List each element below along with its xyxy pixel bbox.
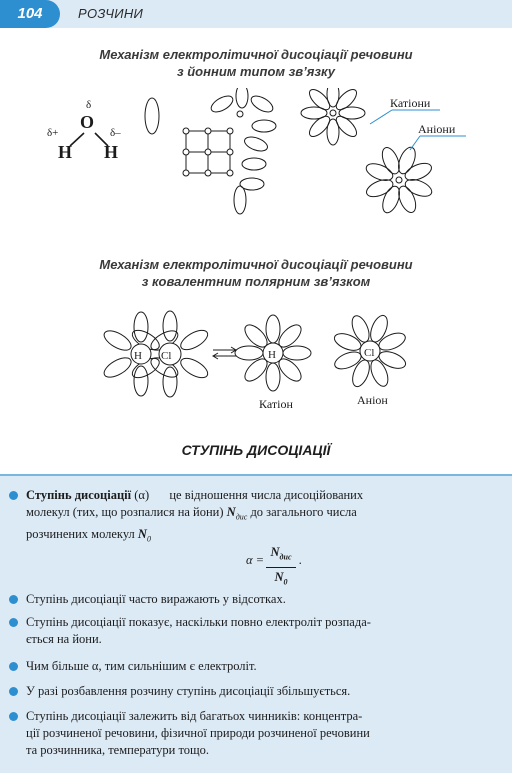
running-title: РОЗЧИНИ (78, 6, 144, 21)
water-dipole (349, 358, 372, 389)
anions-label: Аніони (418, 122, 456, 136)
crystal-lattice (183, 111, 243, 176)
formula-denominator-sub: 0 (283, 577, 288, 586)
fact-item-completeness (26, 614, 502, 648)
fact-item-percent (26, 591, 502, 608)
formula-lhs: α = (246, 553, 265, 567)
n0-symbol: N (137, 526, 147, 541)
formula-denominator: N (274, 569, 284, 584)
fact-item-dilution (26, 683, 502, 700)
water-dipole (332, 348, 363, 372)
definition-text-line2-end: до загального числа (250, 505, 357, 519)
equilibrium-arrows (213, 347, 236, 359)
hydrogen-right-delta: δ– (110, 127, 121, 139)
definition-item (26, 487, 502, 547)
fact-item-strength (26, 658, 502, 675)
water-dipole (145, 98, 159, 134)
bullet-icon (9, 595, 18, 604)
water-dipole (178, 354, 211, 381)
lattice-dipoles (209, 88, 276, 214)
fact-dilution-text: У разі розбавлення розчину ступінь дисоціації збільшується. (26, 684, 351, 698)
formula-tail: . (299, 553, 303, 567)
n0-subscript: 0 (146, 534, 151, 543)
water-dipole (333, 88, 360, 113)
fact-completeness-line2: ється на йони. (26, 632, 102, 646)
definition-text-line1: це відношення числа дисоційованих (169, 488, 364, 502)
water-dipole (235, 346, 263, 360)
water-dipole (163, 311, 177, 341)
ionic-mechanism-title (0, 46, 512, 80)
cations-label: Катіони (390, 96, 431, 110)
fact-factors-line3: та розчинника, температури тощо. (26, 743, 209, 757)
hcl-centers (131, 343, 181, 365)
water-molecule (47, 99, 121, 162)
formula-fraction (266, 544, 296, 590)
n-dis-subscript: дис (235, 512, 248, 522)
water-dipole (332, 330, 363, 353)
hydrogen-left: H (58, 142, 73, 162)
water-dipole (306, 88, 333, 113)
water-dipole (266, 363, 280, 391)
hcl-molecule-hydrated (101, 311, 211, 397)
bullet-icon (9, 662, 18, 671)
fact-factors-line1: Ступінь дисоціації залежить від багатьох чинників: концентра- (26, 709, 363, 723)
degree-section-title: СТУПІНЬ ДИСОЦІАЦІЇ (181, 442, 331, 458)
definition-text-line3: розчинених молекул (26, 526, 135, 541)
hydrogen-left-delta: δ+ (47, 127, 59, 139)
water-dipole (327, 88, 339, 107)
water-dipole (134, 312, 148, 342)
water-dipole (306, 113, 333, 140)
water-dipole (333, 113, 360, 140)
anion-with-hydration-shell (364, 145, 434, 215)
covalent-dissociation-diagram (0, 304, 512, 414)
anion-label: Аніон (357, 393, 388, 407)
water-dipole (134, 366, 148, 396)
covalent-mechanism-title (0, 256, 512, 290)
definition-term: Ступінь дисоціації (26, 488, 132, 502)
water-dipole (101, 327, 134, 354)
cation-label: Катіон (259, 397, 293, 411)
water-dipole (266, 315, 280, 343)
fact-completeness-line1: Ступінь дисоціації показує, наскільки повно електроліт розпада- (26, 615, 371, 629)
hcl-h-partial: H (134, 350, 142, 362)
water-dipole (349, 313, 373, 344)
bullet-icon (9, 618, 18, 627)
bullet-icon (9, 712, 18, 721)
cation-with-hydration-shell (301, 88, 365, 145)
hcl-cl-partial: Cl (161, 350, 172, 362)
water-dipole (367, 357, 391, 388)
hydrogen-right: H (104, 142, 119, 162)
fact-factors-line2: ції розчиненої речовини, фізичної природи розчиненої речовини (26, 726, 370, 740)
water-dipole (367, 313, 390, 344)
covalent-title-line2: з ковалентним полярним зв’язком (141, 274, 371, 289)
water-dipole (178, 326, 211, 353)
water-dipole (101, 354, 134, 381)
water-dipole (283, 346, 311, 360)
bullet-icon (9, 687, 18, 696)
water-dipole (377, 348, 408, 371)
page-number: 104 (0, 0, 60, 28)
n-dis-symbol: N (226, 505, 236, 519)
formula-numerator-sub: дис (279, 552, 292, 562)
bullet-icon (9, 491, 18, 500)
definition-symbol: (α) (134, 488, 150, 502)
formula-numerator: N (270, 545, 280, 559)
fact-item-factors (26, 708, 502, 759)
oxygen-delta-label: δ (86, 99, 92, 111)
water-dipole (163, 367, 177, 397)
ionic-dissociation-diagram (0, 88, 512, 236)
ionic-title-line2: з йонним типом зв’язку (177, 64, 335, 79)
oxygen-atom: O (80, 112, 95, 132)
fact-percent-text: Ступінь дисоціації часто виражають у відсотках. (26, 592, 286, 606)
definition-text-line2: молекул (тих, що розпалися на йони) (26, 505, 224, 519)
water-dipole (376, 330, 407, 354)
cation-symbol: H (268, 349, 276, 361)
page-header (0, 0, 512, 28)
degree-formula (246, 544, 326, 586)
anion-symbol: Cl (364, 347, 375, 359)
ionic-title-line1: Механізм електролітичної дисоціації речовини (99, 47, 413, 62)
fact-strength-text: Чим більше α, тим сильнішим є електроліт. (26, 659, 257, 673)
covalent-title-line1: Механізм електролітичної дисоціації речовини (99, 257, 413, 272)
